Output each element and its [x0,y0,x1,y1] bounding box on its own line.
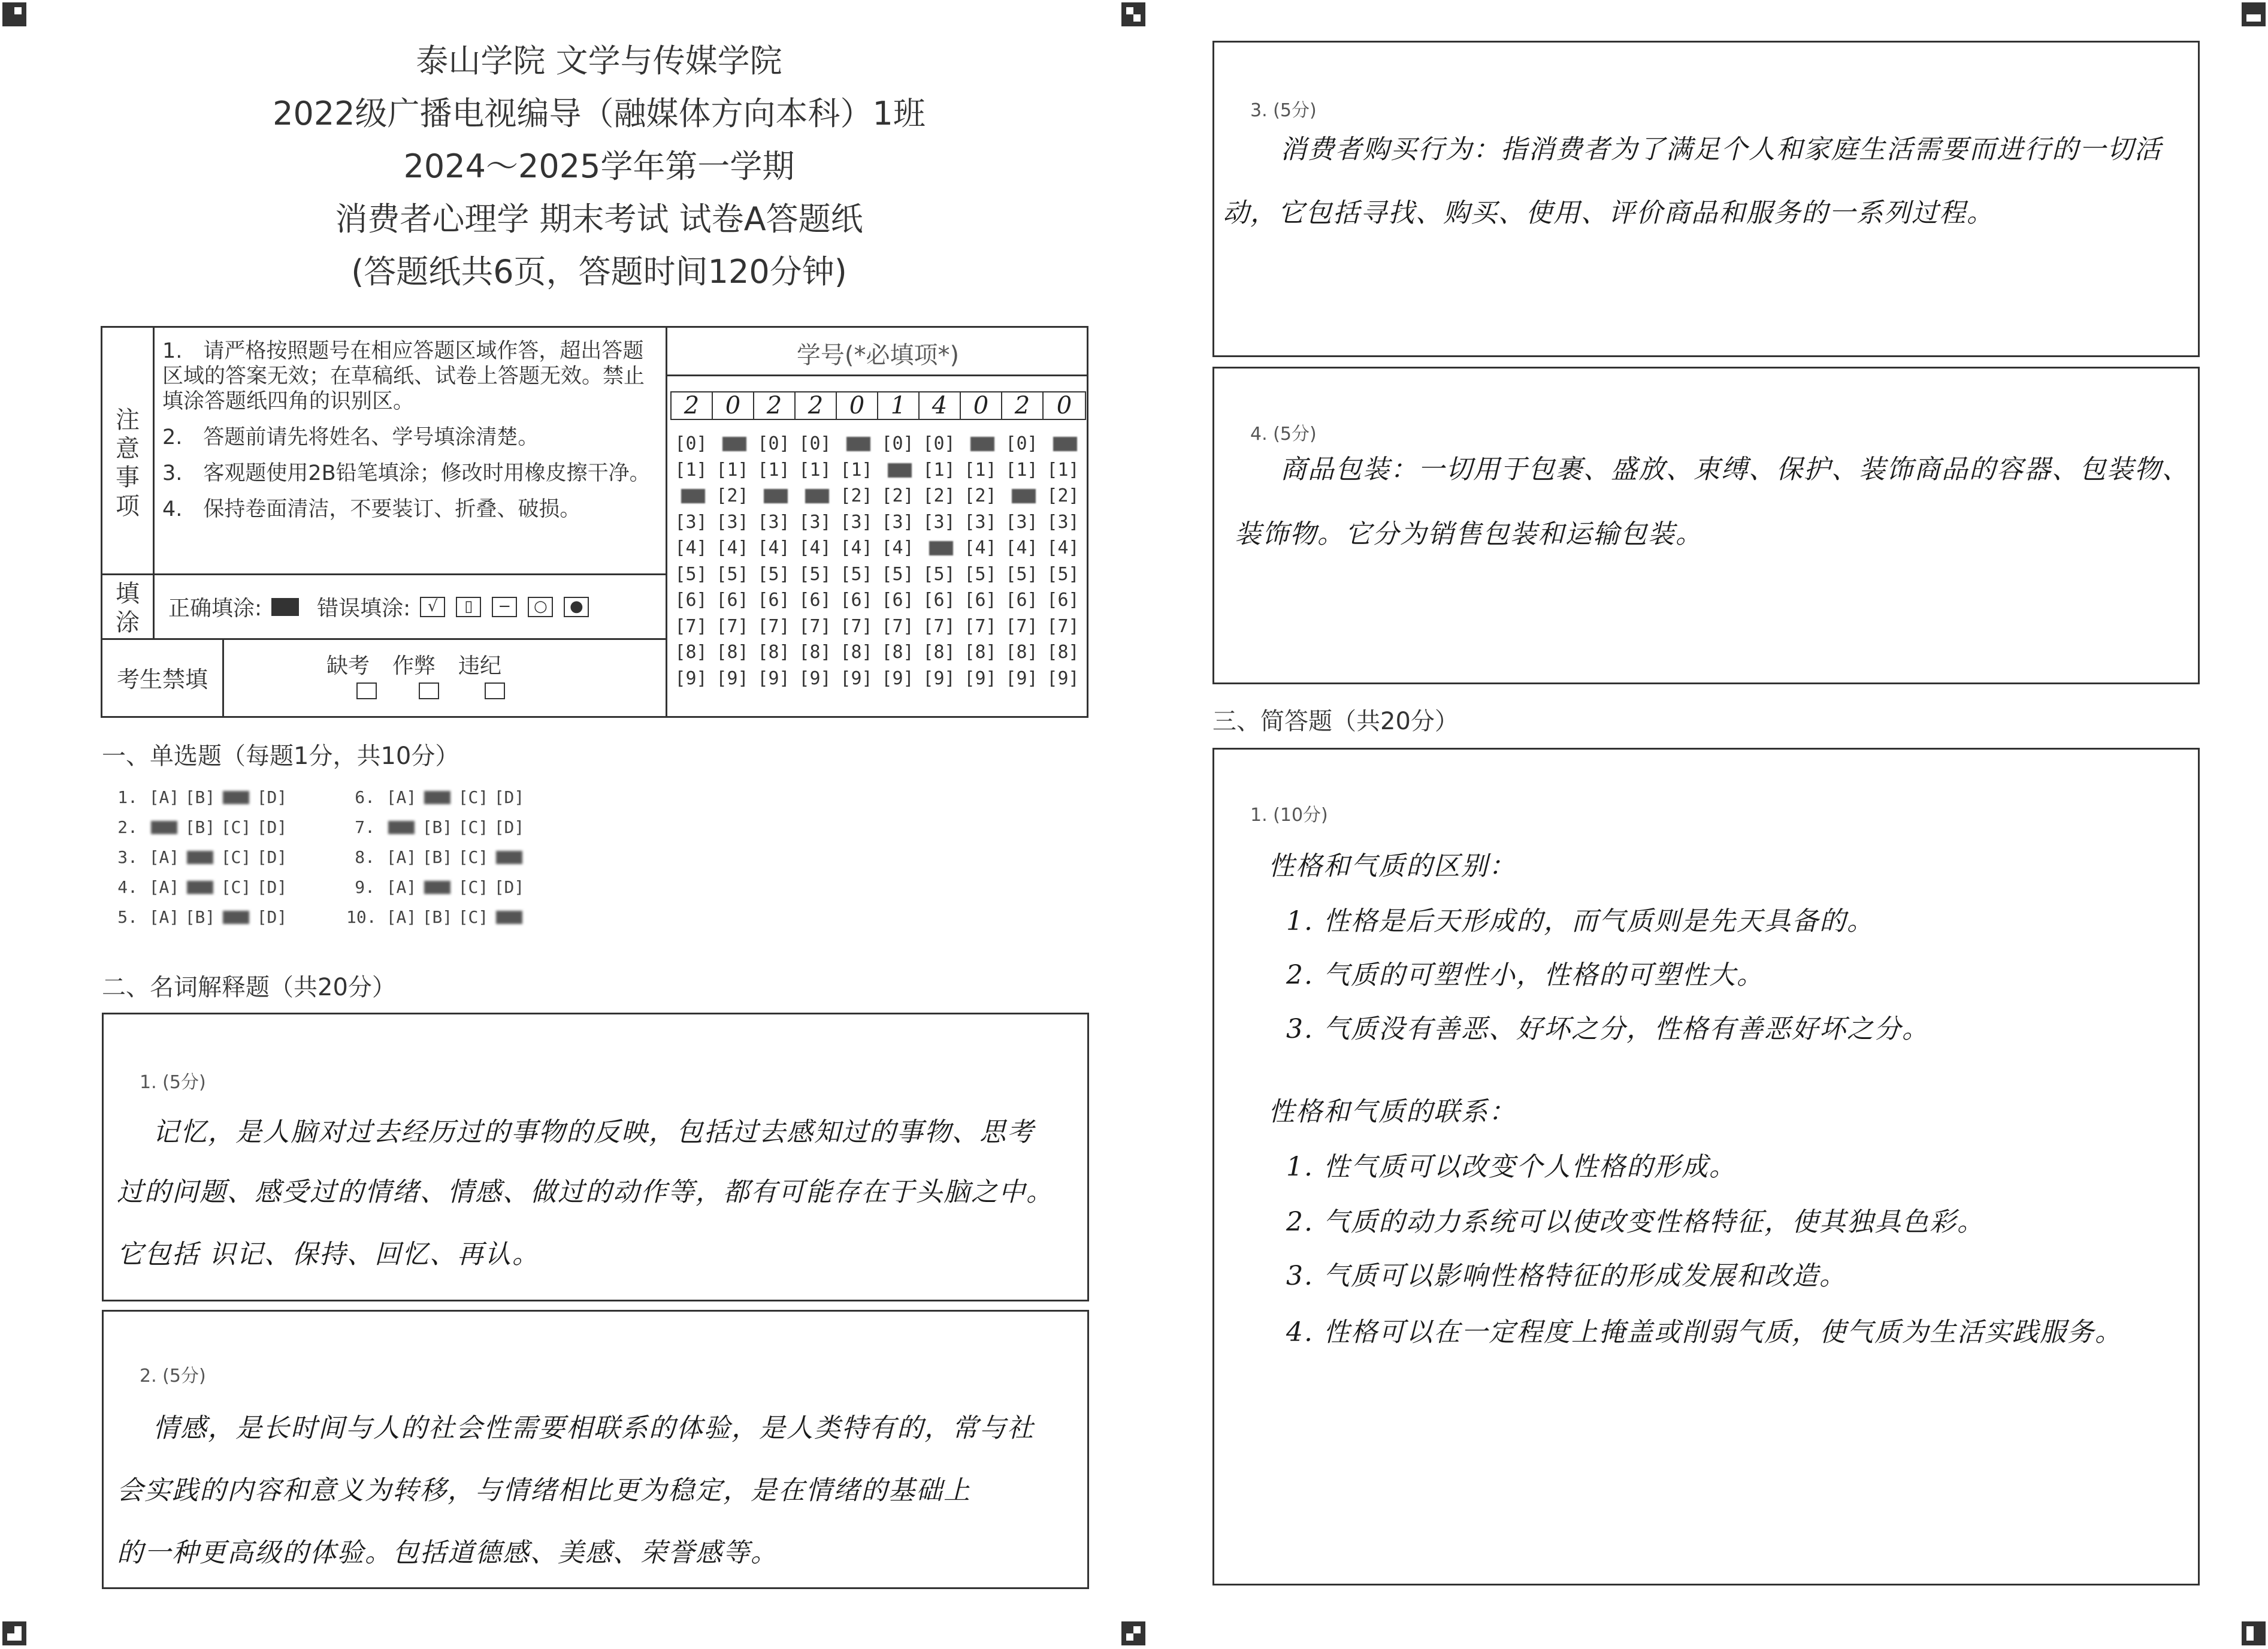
s3-q1-line-1: 性格和气质的区别： [1268,851,1516,881]
id-bubble[interactable]: [4] [757,537,790,558]
section1-title: 一、单选题（每题1分，共10分） [102,742,459,770]
s2-q2-line-2: 会实践的内容和意义为转移，与情绪相比更为稳定，是在情绪的基础上 [117,1475,971,1506]
id-bubble[interactable] [712,431,753,457]
s2-q3-line-2: 动，它包括寻找、购买、使用、评价商品和服务的一系列过程。 [1223,198,1994,228]
id-bubble[interactable]: [0] [1005,433,1038,454]
id-bubble[interactable]: [4] [881,537,914,558]
id-bubble[interactable]: [4] [675,537,707,558]
mc-option-bubble[interactable]: [A] [386,877,417,897]
id-bubble[interactable] [836,431,877,457]
header-sheet-info: (答题纸共6页，答题时间120分钟) [351,253,847,291]
id-bubble[interactable] [1001,483,1042,509]
id-bubble[interactable]: [7] [1005,615,1038,637]
mc-option-bubble[interactable]: [A] [149,907,180,927]
header-class: 2022级广播电视编导（融媒体方向本科）1班 [273,95,926,132]
student-id-digit: 0 [837,392,878,419]
id-bubble[interactable]: [2] [881,485,914,506]
mc-question-row [346,813,527,842]
id-bubble[interactable]: [9] [799,668,831,689]
student-id-digits [670,391,1086,420]
id-bubble[interactable]: [7] [840,615,873,637]
fill-example [168,591,660,622]
mc-question-number: 9. [355,877,375,897]
s2-q1-line-2: 过的问题、感受过的情绪、情感、做过的动作等，都有可能存在于头脑之中。 [117,1177,1054,1207]
fill-label: 填涂 [116,580,140,636]
student-id-digit: 2 [1002,392,1044,419]
id-bubble[interactable] [753,483,794,509]
s3-q1-line-6: 1. 性气质可以改变个人性格的形成。 [1286,1152,1737,1182]
id-bubble[interactable]: [9] [840,668,873,689]
id-bubble[interactable]: [8] [881,642,914,663]
section2-title: 二、名词解释题（共20分） [102,974,396,1001]
s2-q4-line-1: 商品包装：一切用于包裹、盛放、束缚、保护、装饰商品的容器、包装物、 [1280,454,2190,485]
id-bubble[interactable]: [6] [923,590,955,611]
id-bubble[interactable]: [5] [1047,563,1079,585]
id-bubble[interactable]: [6] [757,590,790,611]
id-bubble[interactable]: [2] [716,485,749,506]
student-id-digit: 2 [672,392,713,419]
id-bubble[interactable]: [5] [923,563,955,585]
bubble-row [670,483,1084,509]
id-bubble[interactable]: [2] [1047,485,1079,506]
id-bubble[interactable]: [7] [799,615,831,637]
notice-item-4: 4. 保持卷面清洁，不要装订、折叠、破损。 [162,497,581,521]
student-id-digit: 0 [1056,392,1072,419]
section3-title: 三、简答题（共20分） [1212,708,1459,735]
id-bubble[interactable]: [4] [1005,537,1038,558]
s2-q2-line-1: 情感，是长时间与人的社会性需要相联系的体验，是人类特有的，常与社 [153,1413,1035,1443]
s3-q1-line-4: 3. 气质没有善恶、好坏之分，性格有善恶好坏之分。 [1286,1014,1930,1044]
id-bubble[interactable]: [0] [923,433,955,454]
bubble-row [670,666,1084,692]
s2-q2-label: 2. (5分) [140,1366,206,1387]
mc-question-row [346,902,527,932]
id-bubble[interactable]: [8] [675,642,707,663]
mc-option-bubble[interactable]: [B] [185,817,216,837]
s3-q1-label: 1. (10分) [1250,805,1328,826]
id-bubble[interactable]: [6] [675,590,707,611]
mc-option-bubble[interactable]: [D] [256,907,288,927]
wrong-mark-bar: ▯ [456,597,481,617]
forbid-absent-checkbox[interactable] [356,682,377,699]
id-bubble[interactable]: [9] [1005,668,1038,689]
s2-q1-label: 1. (5分) [140,1072,206,1093]
mc-option-bubble[interactable]: [D] [256,847,288,867]
mc-option-bubble[interactable] [419,783,455,813]
bubble-row [670,561,1084,588]
id-bubble[interactable]: [1] [923,459,955,481]
mc-option-bubble[interactable] [182,842,218,872]
notice-item-2: 2. 答题前请先将姓名、学号填涂清楚。 [162,425,539,449]
id-bubble[interactable]: [6] [840,590,873,611]
mc-option-bubble[interactable] [491,842,527,872]
id-bubble[interactable]: [1] [799,459,831,481]
id-bubble[interactable]: [3] [964,511,997,533]
id-bubble[interactable]: [5] [840,563,873,585]
id-bubble[interactable]: [8] [923,642,955,663]
fill-wrong-label: 错误填涂: [317,596,411,621]
id-bubble[interactable]: [3] [757,511,790,533]
bubble-row [670,457,1084,484]
id-bubble[interactable]: [4] [840,537,873,558]
id-bubble[interactable]: [7] [923,615,955,637]
notice-label: 注意事项 [116,406,140,520]
id-bubble[interactable] [794,483,836,509]
id-bubble[interactable]: [3] [840,511,873,533]
mc-option-bubble[interactable]: [A] [386,847,417,867]
mc-option-bubble[interactable] [383,813,419,842]
mc-question-row [346,842,527,872]
id-bubble[interactable]: [6] [799,590,831,611]
mc-option-bubble[interactable] [146,813,182,842]
mc-option-bubble[interactable]: [A] [149,787,180,807]
fill-correct-mark [271,598,299,616]
mc-question-number: 7. [355,817,375,837]
id-bubble[interactable]: [0] [799,433,831,454]
s2-q1-line-3: 它包括 识记、保持、回忆、再认。 [117,1239,540,1270]
bubble-row [670,509,1084,536]
id-bubble[interactable]: [1] [1005,459,1038,481]
mc-option-bubble[interactable]: [C] [458,817,489,837]
mc-question-row [109,813,290,842]
notice-item-3: 3. 客观题使用2B铅笔填涂；修改时用橡皮擦干净。 [162,461,651,485]
mc-option-bubble[interactable]: [B] [185,787,216,807]
id-bubble[interactable]: [7] [881,615,914,637]
student-id-bubbles[interactable] [670,431,1084,691]
id-bubble[interactable]: [9] [716,668,749,689]
forbid-label: 考生禁填 [116,666,208,693]
mc-column-right[interactable] [346,783,527,932]
mc-column-left[interactable] [109,783,290,932]
mc-option-bubble[interactable]: [B] [422,817,453,837]
mc-option-bubble[interactable]: [A] [149,847,180,867]
id-bubble[interactable]: [3] [881,511,914,533]
corner-marker-top-center [1121,2,1145,26]
id-bubble[interactable]: [1] [716,459,749,481]
id-bubble[interactable]: [9] [1047,668,1079,689]
s3-q1-line-3: 2. 气质的可塑性小，性格的可塑性大。 [1286,960,1764,990]
answer-box-s3-q1[interactable] [1212,748,2200,1585]
id-bubble[interactable] [1042,431,1084,457]
mc-option-bubble[interactable]: [C] [458,847,489,867]
bubble-row [670,535,1084,561]
corner-marker-bottom-center [1121,1621,1145,1645]
mc-option-bubble[interactable]: [B] [422,907,453,927]
mc-option-bubble[interactable]: [D] [256,817,288,837]
mc-question-number: 1. [117,787,138,807]
id-bubble[interactable]: [9] [675,668,707,689]
corner-marker-bottom-right [2242,1621,2266,1645]
id-bubble[interactable]: [4] [964,537,997,558]
header-exam: 消费者心理学 期末考试 试卷A答题纸 [335,200,863,238]
id-bubble[interactable]: [8] [1047,642,1079,663]
id-bubble[interactable]: [6] [964,590,997,611]
mc-question-number: 3. [117,847,138,867]
id-bubble[interactable]: [8] [1005,642,1038,663]
mc-option-bubble[interactable]: [D] [256,787,288,807]
id-bubble[interactable]: [8] [757,642,790,663]
corner-marker-top-left [2,2,26,26]
id-bubble[interactable]: [3] [799,511,831,533]
id-bubble[interactable]: [2] [923,485,955,506]
id-bubble[interactable]: [7] [757,615,790,637]
mc-option-bubble[interactable]: [A] [386,907,417,927]
student-id-digit: 4 [920,392,961,419]
id-bubble[interactable]: [3] [1047,511,1079,533]
id-bubble[interactable]: [1] [1047,459,1079,481]
bubble-row [670,587,1084,614]
s2-q3-label: 3. (5分) [1250,100,1317,121]
id-bubble[interactable]: [0] [881,433,914,454]
id-bubble[interactable]: [5] [757,563,790,585]
wrong-mark-circle: ○ [528,597,553,617]
s2-q4-line-2: 装饰物。它分为销售包装和运输包装。 [1235,519,1703,549]
student-id-digit: 0 [961,392,1002,419]
id-bubble[interactable]: [9] [881,668,914,689]
student-id-digit: 2 [796,392,837,419]
wrong-mark-dot: ● [564,597,589,617]
mc-option-bubble[interactable]: [D] [494,877,525,897]
bubble-row [670,639,1084,666]
id-bubble[interactable]: [1] [840,459,873,481]
mc-question-number: 4. [117,877,138,897]
s2-q2-line-3: 的一种更高级的体验。包括道德感、美感、荣誉感等。 [117,1538,778,1568]
id-bubble[interactable]: [7] [964,615,997,637]
id-bubble[interactable]: [3] [675,511,707,533]
mc-option-bubble[interactable]: [D] [494,817,525,837]
id-bubble[interactable] [960,431,1001,457]
id-bubble[interactable]: [9] [757,668,790,689]
mc-option-bubble[interactable] [182,872,218,902]
id-bubble[interactable]: [9] [964,668,997,689]
id-bubble[interactable]: [5] [675,563,707,585]
mc-option-bubble[interactable]: [C] [458,907,489,927]
notice-item-1: 1. 请严格按照题号在相应答题区域作答，超出答题区域的答案无效；在草稿纸、试卷上答题无效。禁止填涂答题纸四角的识别区。 [162,339,645,413]
id-bubble[interactable]: [5] [1005,563,1038,585]
id-bubble[interactable]: [5] [881,563,914,585]
id-bubble[interactable] [877,457,918,484]
id-bubble[interactable]: [2] [964,485,997,506]
mc-option-bubble[interactable]: [C] [458,877,489,897]
mc-option-bubble[interactable]: [C] [220,817,252,837]
id-bubble[interactable]: [0] [757,433,790,454]
mc-option-bubble[interactable] [218,902,254,932]
corner-marker-bottom-left [2,1621,26,1645]
id-bubble[interactable]: [8] [840,642,873,663]
id-bubble[interactable]: [6] [881,590,914,611]
id-bubble[interactable] [918,535,960,561]
id-bubble[interactable]: [4] [716,537,749,558]
id-bubble[interactable]: [0] [675,433,707,454]
id-bubble[interactable]: [4] [1047,537,1079,558]
mc-question-row [346,872,527,902]
id-bubble[interactable]: [7] [1047,615,1079,637]
s3-q1-line-2: 1. 性格是后天形成的，而气质则是先天具备的。 [1286,906,1874,937]
id-bubble[interactable]: [3] [923,511,955,533]
answer-box-s2-q3[interactable] [1212,41,2200,357]
corner-marker-top-right [2242,2,2266,26]
fill-correct-label: 正确填涂: [168,596,262,621]
mc-question-row [109,872,290,902]
id-bubble[interactable]: [1] [675,459,707,481]
student-id-title: 学号(*必填项*) [796,342,960,369]
header-term: 2024～2025学年第一学期 [403,147,795,185]
id-bubble[interactable]: [9] [923,668,955,689]
id-bubble[interactable]: [5] [964,563,997,585]
answer-box-s2-q1[interactable] [102,1013,1089,1301]
mc-option-bubble[interactable]: [D] [494,787,525,807]
id-bubble[interactable]: [5] [799,563,831,585]
answer-box-s2-q2[interactable] [102,1310,1089,1589]
id-bubble[interactable]: [8] [716,642,749,663]
id-bubble[interactable]: [4] [799,537,831,558]
s3-q1-line-8: 3. 气质可以影响性格特征的形成发展和改造。 [1286,1261,1847,1291]
s3-q1-line-9: 4. 性格可以在一定程度上掩盖或削弱气质，使气质为生活实践服务。 [1286,1317,2122,1348]
mc-question-row [109,842,290,872]
mc-question-row [109,902,290,932]
id-bubble[interactable]: [6] [716,590,749,611]
mc-question-row [346,783,527,813]
id-bubble[interactable]: [5] [716,563,749,585]
mc-option-bubble[interactable] [218,783,254,813]
mc-question-row [109,783,290,813]
forbid-violation-label: 违纪 [458,654,501,678]
mc-question-number: 8. [355,847,375,867]
id-bubble[interactable]: [7] [716,615,749,637]
mc-option-bubble[interactable] [491,902,527,932]
mc-question-number: 6. [355,787,375,807]
forbid-absent-label: 缺考 [326,654,370,678]
bubble-row [670,431,1084,457]
id-bubble[interactable]: [6] [1047,590,1079,611]
forbid-cheat-label: 作弊 [392,654,436,678]
mc-question-number: 2. [117,817,138,837]
id-bubble[interactable]: [3] [1005,511,1038,533]
mc-option-bubble[interactable]: [A] [149,877,180,897]
mc-question-number: 5. [117,907,138,927]
info-table [101,326,1088,718]
s3-q1-line-7: 2. 气质的动力系统可以使改变性格特征，使其独具色彩。 [1286,1207,1985,1237]
mc-option-bubble[interactable]: [B] [422,847,453,867]
forbid-cheat-checkbox[interactable] [419,682,439,699]
mc-option-bubble[interactable]: [C] [220,877,252,897]
s2-q1-line-1: 记忆，是人脑对过去经历过的事物的反映，包括过去感知过的事物、思考 [153,1117,1035,1147]
mc-question-number: 10. [346,907,377,927]
forbid-violation-checkbox[interactable] [485,682,505,699]
answer-box-s2-q4[interactable] [1212,367,2200,684]
id-bubble[interactable]: [3] [716,511,749,533]
s2-q4-label: 4. (5分) [1250,424,1317,445]
id-bubble[interactable]: [6] [1005,590,1038,611]
s3-q1-line-5: 性格和气质的联系： [1268,1097,1516,1127]
id-bubble[interactable]: [1] [964,459,997,481]
id-bubble[interactable]: [2] [840,485,873,506]
id-bubble[interactable] [670,483,712,509]
student-id-digit: 2 [754,392,796,419]
id-bubble[interactable]: [8] [799,642,831,663]
mc-option-bubble[interactable]: [A] [386,787,417,807]
id-bubble[interactable]: [1] [757,459,790,481]
mc-option-bubble[interactable]: [C] [458,787,489,807]
notice-list [162,339,654,533]
s2-q3-line-1: 消费者购买行为：指消费者为了满足个人和家庭生活需要而进行的一切活 [1280,134,2162,165]
wrong-mark-check: √ [420,597,445,617]
mc-option-bubble[interactable]: [C] [220,847,252,867]
id-bubble[interactable]: [8] [964,642,997,663]
bubble-row [670,614,1084,640]
student-id-digit: 0 [713,392,754,419]
mc-option-bubble[interactable]: [B] [185,907,216,927]
wrong-mark-dash: − [492,597,517,617]
student-id-digit: 1 [878,392,920,419]
id-bubble[interactable]: [7] [675,615,707,637]
mc-option-bubble[interactable]: [D] [256,877,288,897]
header-school: 泰山学院 文学与传媒学院 [416,42,782,80]
mc-option-bubble[interactable] [419,872,455,902]
